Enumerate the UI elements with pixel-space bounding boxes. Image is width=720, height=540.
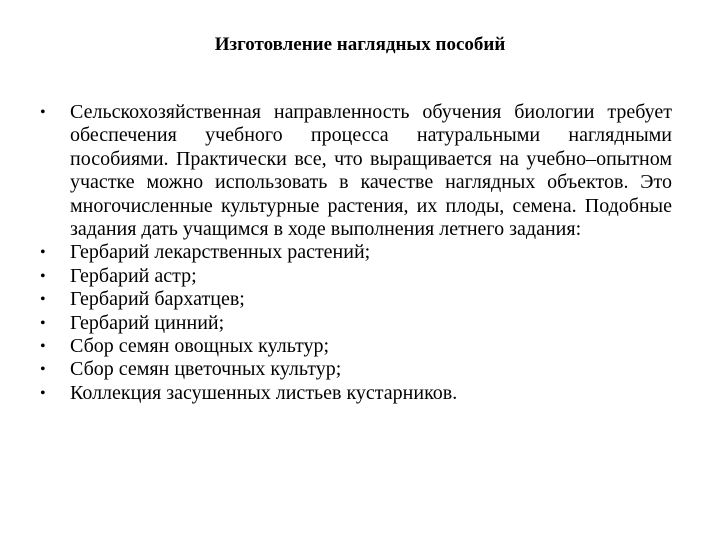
- bullet-item: [40, 312, 672, 335]
- bullet-text: Сельскохозяйственная направленность обучения биологии требует обеспечения учебного процесса натуральными наглядными пособиями. Практически все, что выращивается на учебно–опытном участке можно использовать в качестве наглядных объектов. Это многочисленные культурные растения, их плоды, семена. Подобные задания дать учащимся в ходе выполнения летнего задания:: [70, 101, 672, 241]
- bullet-item: [40, 101, 672, 241]
- bullet-list: [40, 101, 672, 405]
- bullet-icon: •: [40, 361, 46, 379]
- bullet-icon: •: [40, 104, 46, 121]
- bullet-icon: •: [40, 291, 46, 309]
- bullet-item: [40, 382, 672, 405]
- bullet-item: [40, 241, 672, 264]
- bullet-icon: •: [40, 267, 46, 285]
- bullet-text: Сбор семян цветочных культур;: [70, 358, 342, 381]
- slide-title: Изготовление наглядных пособий: [214, 34, 506, 55]
- bullet-text: Сбор семян овощных культур;: [70, 335, 330, 358]
- bullet-text: Коллекция засушенных листьев кустарников.: [70, 381, 458, 404]
- bullet-text: Гербарий бархатцев;: [70, 288, 245, 311]
- bullet-item: [40, 335, 672, 358]
- bullet-icon: •: [40, 314, 46, 332]
- bullet-text: Гербарий цинний;: [70, 311, 225, 334]
- bullet-item: [40, 265, 672, 288]
- bullet-icon: •: [40, 384, 46, 402]
- bullet-item: [40, 358, 672, 381]
- bullet-icon: •: [40, 338, 46, 356]
- bullet-item: [40, 288, 672, 311]
- bullet-text: Гербарий лекарственных растений;: [70, 241, 371, 264]
- bullet-text: Гербарий астр;: [70, 264, 197, 287]
- bullet-icon: •: [40, 244, 46, 262]
